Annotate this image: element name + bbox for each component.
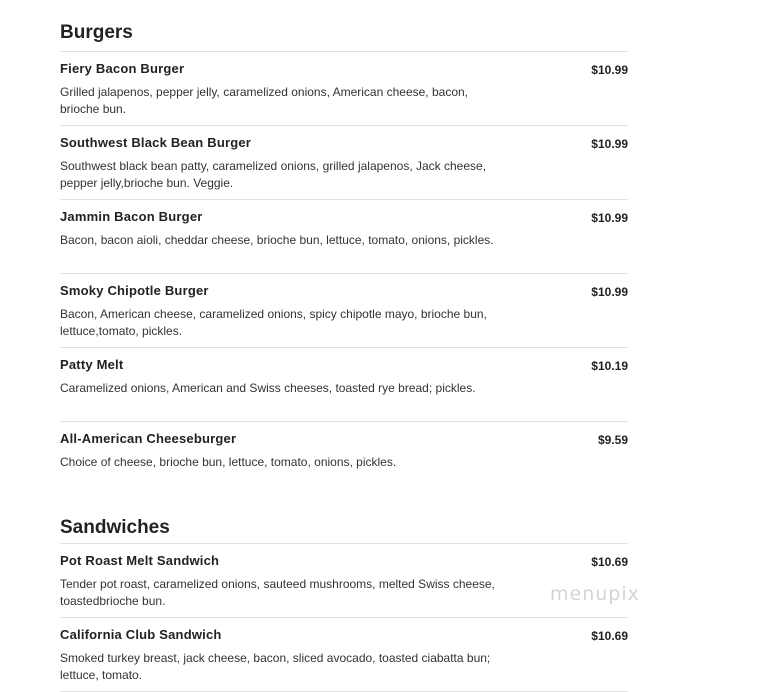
item-name: Smoky Chipotle Burger bbox=[60, 283, 209, 298]
item-description: Choice of cheese, brioche bun, lettuce, tomato, onions, pickles. bbox=[60, 455, 397, 469]
item-name: All-American Cheeseburger bbox=[60, 431, 237, 446]
section-title-burgers: Burgers bbox=[60, 18, 628, 52]
item-name: Jammin Bacon Burger bbox=[60, 209, 203, 224]
menu-item bbox=[60, 52, 628, 126]
item-name: Patty Melt bbox=[60, 357, 124, 372]
item-name: Pot Roast Melt Sandwich bbox=[60, 553, 220, 568]
item-description: Southwest black bean patty, caramelized onions, grilled jalapenos, Jack cheese, pepper jelly,brioche bun. Veggie. bbox=[60, 159, 487, 190]
item-name: California Club Sandwich bbox=[60, 627, 222, 642]
menu-item bbox=[60, 274, 628, 348]
item-price: $10.19 bbox=[591, 359, 628, 373]
item-price: $10.69 bbox=[591, 555, 628, 569]
item-name: Southwest Black Bean Burger bbox=[60, 135, 252, 150]
menu-item bbox=[60, 348, 628, 422]
menu-item bbox=[60, 618, 628, 692]
item-description: Tender pot roast, caramelized onions, sauteed mushrooms, melted Swiss cheese, toastedbrioche bun. bbox=[60, 577, 495, 608]
menu-item bbox=[60, 422, 628, 495]
item-name: Fiery Bacon Burger bbox=[60, 61, 185, 76]
item-description: Bacon, bacon aioli, cheddar cheese, brioche bun, lettuce, tomato, onions, pickles. bbox=[60, 233, 494, 247]
item-description: Smoked turkey breast, jack cheese, bacon, sliced avocado, toasted ciabatta bun; lettuce, tomato. bbox=[60, 651, 491, 682]
item-price: $9.59 bbox=[597, 433, 628, 447]
item-description: Caramelized onions, American and Swiss cheeses, toasted rye bread; pickles. bbox=[60, 381, 476, 395]
item-description: Bacon, American cheese, caramelized onions, spicy chipotle mayo, brioche bun, lettuce,tomato, pickles. bbox=[60, 307, 487, 338]
item-description: Grilled jalapenos, pepper jelly, caramelized onions, American cheese, bacon, brioche bun. bbox=[60, 85, 469, 116]
item-price: $10.69 bbox=[591, 629, 628, 643]
item-price: $10.99 bbox=[591, 63, 628, 77]
menu bbox=[60, 0, 628, 692]
menu-item bbox=[60, 544, 628, 618]
item-price: $10.99 bbox=[591, 211, 628, 225]
menupix-watermark: menupix bbox=[550, 583, 640, 605]
item-price: $10.99 bbox=[591, 137, 628, 151]
menu-item bbox=[60, 200, 628, 274]
section-title-sandwiches: Sandwiches bbox=[60, 513, 628, 544]
menu-item bbox=[60, 126, 628, 200]
item-price: $10.99 bbox=[591, 285, 628, 299]
